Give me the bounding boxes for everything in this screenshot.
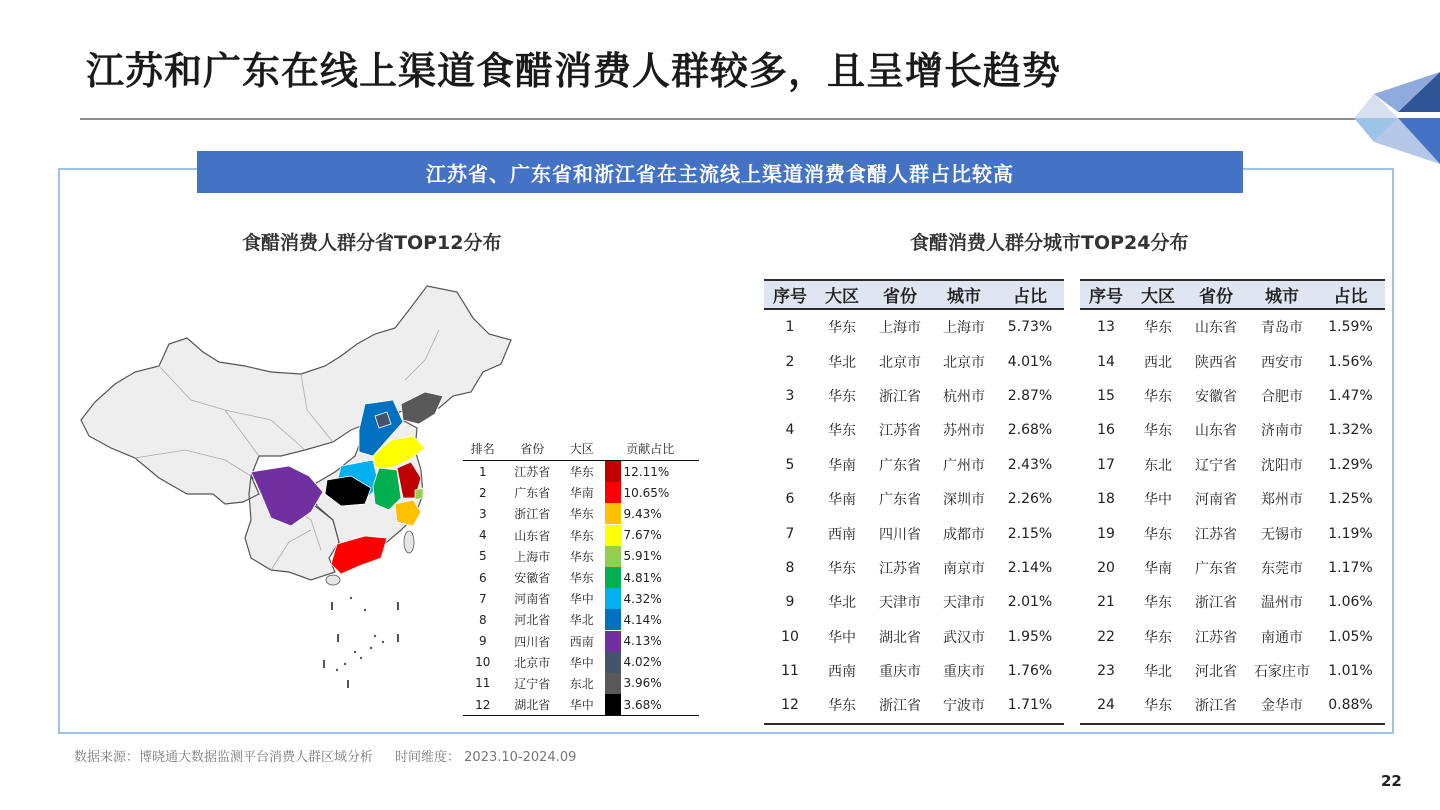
table-row	[463, 546, 699, 567]
province-cell: 北京市	[514, 655, 551, 670]
region-cell: 华北	[828, 595, 856, 612]
share-cell: 3.96%	[623, 676, 662, 691]
region-cell: 西南	[828, 664, 856, 681]
seq-cell: 24	[1080, 688, 1132, 723]
region-cell: 华南	[1144, 560, 1172, 577]
region-cell: 华东	[1144, 629, 1172, 646]
share-cell: 1.01%	[1328, 663, 1373, 680]
table-row	[463, 631, 699, 652]
seq-cell: 21	[1097, 594, 1115, 611]
color-swatch-cell	[602, 525, 624, 546]
province-cell: 浙江省	[514, 507, 551, 522]
province-cell: 江苏省	[879, 560, 921, 577]
table-row	[1080, 344, 1385, 378]
region-cell: 华东	[1144, 388, 1172, 405]
province-cell: 河北省	[514, 613, 551, 628]
header-seq: 序号	[1080, 280, 1132, 309]
region-cell: 华东	[828, 388, 856, 405]
table-row	[463, 652, 699, 673]
share-cell: 4.02%	[623, 655, 662, 670]
color-swatch-cell	[602, 673, 624, 694]
region-cell: 华中	[569, 592, 594, 607]
city-cell: 重庆市	[943, 664, 985, 681]
color-swatch	[605, 482, 621, 503]
region-cell: 华东	[1132, 688, 1184, 723]
table-row	[764, 620, 1064, 654]
province-cell: 上海市	[514, 549, 551, 564]
province-cell: 河南省	[514, 592, 551, 607]
title-divider	[80, 118, 1380, 120]
rank-cell: 4	[478, 528, 487, 543]
share-cell: 4.14%	[623, 612, 662, 627]
share-cell: 4.01%	[1007, 353, 1053, 370]
map-outline	[81, 286, 511, 580]
province-cell: 浙江省	[1184, 688, 1248, 723]
province-cell: 广东省	[1195, 560, 1237, 577]
city-cell: 苏州市	[943, 423, 985, 440]
header-province: 省份	[868, 280, 932, 309]
share-cell: 2.68%	[1007, 422, 1053, 439]
color-swatch-cell	[602, 482, 624, 503]
province-top12-table	[463, 436, 699, 716]
color-swatch	[605, 631, 621, 652]
province-cell: 四川省	[879, 526, 921, 543]
rank-cell: 11	[475, 676, 491, 691]
footer-note	[74, 746, 576, 765]
region-cell: 华中	[562, 694, 602, 716]
province-cell: 广东省	[879, 492, 921, 509]
province-cell: 广东省	[879, 457, 921, 474]
share-cell: 1.17%	[1328, 559, 1373, 576]
south-sea-islands	[323, 597, 399, 688]
province-cell: 江苏省	[514, 465, 551, 480]
seq-cell: 12	[764, 688, 816, 723]
region-cell: 东北	[569, 676, 594, 691]
region-cell: 华北	[1144, 664, 1172, 681]
header-seq: 序号	[764, 280, 816, 309]
table-row	[1080, 585, 1385, 619]
seq-cell: 9	[785, 594, 795, 611]
city-cell: 合肥市	[1261, 388, 1303, 405]
slide-title: 江苏和广东在线上渠道食醋消费人群较多，且呈增长趋势	[86, 49, 1062, 93]
color-swatch	[605, 694, 621, 715]
share-cell: 1.56%	[1328, 353, 1373, 370]
region-cell: 东北	[1144, 457, 1172, 474]
table-row	[764, 654, 1064, 688]
share-cell: 2.14%	[1007, 559, 1053, 576]
color-swatch	[605, 546, 621, 567]
header-share: 占比	[996, 280, 1064, 309]
table-row	[1080, 448, 1385, 482]
table-row	[463, 609, 699, 630]
header-region: 大区	[1132, 280, 1184, 309]
city-cell: 成都市	[943, 526, 985, 543]
table-row	[463, 694, 699, 716]
city-cell: 武汉市	[943, 629, 985, 646]
color-swatch	[605, 567, 621, 588]
province-cell: 陕西省	[1195, 354, 1237, 371]
city-table-left	[764, 279, 1064, 725]
seq-cell: 6	[785, 491, 795, 508]
share-cell: 4.13%	[623, 634, 662, 649]
rank-cell: 8	[478, 612, 487, 627]
header-province: 省份	[1184, 280, 1248, 309]
table-row	[463, 673, 699, 694]
table-row	[764, 551, 1064, 585]
city-cell: 上海市	[943, 320, 985, 337]
region-cell: 华北	[828, 354, 856, 371]
city-cell: 东莞市	[1261, 560, 1303, 577]
city-cell: 温州市	[1261, 595, 1303, 612]
province-cell: 天津市	[879, 595, 921, 612]
city-table-header	[1080, 280, 1385, 309]
seq-cell: 17	[1097, 456, 1115, 473]
time-period: 时间维度： 2023.10-2024.09	[395, 750, 577, 765]
seq-cell: 3	[785, 387, 795, 404]
province-cell: 山东省	[514, 528, 551, 543]
seq-cell: 1	[785, 319, 795, 336]
seq-cell: 23	[1097, 663, 1115, 680]
seq-cell: 22	[1097, 628, 1115, 645]
map-section-title: 食醋消费人群分省TOP12分布	[242, 232, 502, 254]
region-hainan	[326, 575, 340, 585]
share-cell: 1.59%	[1328, 319, 1373, 336]
region-cell: 华北	[569, 613, 594, 628]
rank-cell: 10	[475, 655, 491, 670]
table-row	[463, 567, 699, 588]
color-swatch	[605, 609, 621, 630]
province-cell: 重庆市	[879, 664, 921, 681]
region-cell: 华中	[569, 655, 594, 670]
seq-cell: 14	[1097, 353, 1115, 370]
city-cell: 南通市	[1261, 629, 1303, 646]
share-cell: 2.01%	[1007, 594, 1053, 611]
share-cell: 1.06%	[1328, 594, 1373, 611]
color-swatch	[605, 503, 621, 524]
rank-cell: 1	[478, 464, 487, 479]
province-cell: 江苏省	[1195, 629, 1237, 646]
table-row	[1080, 551, 1385, 585]
share-cell: 5.91%	[623, 549, 662, 564]
table-row	[1080, 654, 1385, 688]
share-cell: 1.19%	[1328, 525, 1373, 542]
share-cell: 5.73%	[1007, 319, 1053, 336]
seq-cell: 5	[785, 456, 795, 473]
seq-cell: 18	[1097, 491, 1115, 508]
city-cell: 广州市	[943, 457, 985, 474]
table-row	[463, 525, 699, 546]
color-swatch-cell	[602, 503, 624, 524]
seq-cell: 7	[785, 525, 795, 542]
region-cell: 华东	[828, 423, 856, 440]
color-swatch-cell	[602, 631, 624, 652]
rank-cell: 9	[478, 634, 487, 649]
seq-cell: 10	[781, 628, 799, 645]
city-cell: 郑州市	[1261, 492, 1303, 509]
color-swatch-cell	[602, 567, 624, 588]
city-cell: 南京市	[943, 560, 985, 577]
region-cell: 华东	[828, 560, 856, 577]
color-swatch-cell	[602, 694, 624, 716]
province-cell: 北京市	[879, 354, 921, 371]
table-row	[764, 516, 1064, 550]
share-cell: 1.71%	[996, 688, 1064, 723]
color-swatch	[605, 525, 621, 546]
share-cell: 1.76%	[1007, 663, 1053, 680]
table-row	[463, 461, 699, 483]
table-row	[764, 585, 1064, 619]
region-cell: 华南	[569, 486, 594, 501]
rank-cell: 5	[478, 549, 487, 564]
city-cell: 杭州市	[943, 388, 985, 405]
table-row	[764, 688, 1064, 723]
color-swatch	[605, 652, 621, 673]
table-row	[764, 344, 1064, 378]
province-cell: 广东省	[514, 486, 551, 501]
share-cell: 0.88%	[1316, 688, 1385, 723]
city-cell: 宁波市	[932, 688, 996, 723]
header-share: 占比	[1316, 280, 1385, 309]
table-row	[764, 379, 1064, 413]
color-swatch	[605, 588, 621, 609]
province-cell: 上海市	[879, 320, 921, 337]
region-cell: 华东	[569, 465, 594, 480]
province-cell: 浙江省	[879, 388, 921, 405]
table-row	[463, 482, 699, 503]
header-city: 城市	[932, 280, 996, 309]
province-cell: 江苏省	[879, 423, 921, 440]
city-table-header	[764, 280, 1064, 309]
seq-cell: 4	[785, 422, 795, 439]
color-swatch-cell	[602, 652, 624, 673]
rank-cell: 12	[463, 694, 503, 716]
province-cell: 四川省	[514, 634, 551, 649]
region-cell: 华东	[1144, 423, 1172, 440]
seq-cell: 11	[781, 663, 799, 680]
seq-cell: 13	[1097, 319, 1115, 336]
table-row	[764, 413, 1064, 447]
table-row	[764, 448, 1064, 482]
region-cell: 华东	[569, 571, 594, 586]
province-cell: 江苏省	[1195, 526, 1237, 543]
table-row	[1080, 482, 1385, 516]
color-swatch-cell	[602, 588, 624, 609]
seq-cell: 2	[785, 353, 795, 370]
city-cell: 石家庄市	[1254, 664, 1310, 681]
city-cell: 西安市	[1261, 354, 1303, 371]
table-row	[1080, 413, 1385, 447]
share-cell: 12.11%	[623, 464, 670, 479]
province-cell: 山东省	[1195, 320, 1237, 337]
province-cell: 湖北省	[879, 629, 921, 646]
region-cell: 华东	[1144, 320, 1172, 337]
region-cell: 华东	[569, 549, 594, 564]
province-cell: 安徽省	[1195, 388, 1237, 405]
region-cell: 西南	[828, 526, 856, 543]
city-cell: 深圳市	[943, 492, 985, 509]
province-cell: 河北省	[1195, 664, 1237, 681]
table-row	[463, 588, 699, 609]
region-taiwan	[404, 531, 414, 553]
share-cell: 4.32%	[623, 591, 662, 606]
table-row	[463, 503, 699, 524]
table-row	[1080, 379, 1385, 413]
brand-logo-icon	[1354, 72, 1440, 164]
region-cell: 华中	[828, 629, 856, 646]
seq-cell: 15	[1097, 387, 1115, 404]
share-cell: 1.29%	[1328, 456, 1373, 473]
header-rank: 排名	[463, 436, 503, 461]
province-cell: 安徽省	[514, 571, 551, 586]
region-cell: 西北	[1144, 354, 1172, 371]
seq-cell: 8	[785, 559, 795, 576]
region-cell: 华东	[816, 688, 868, 723]
color-swatch-cell	[602, 546, 624, 567]
region-cell: 西南	[569, 634, 594, 649]
data-source: 数据来源：博晓通大数据监测平台消费人群区域分析	[74, 750, 374, 765]
seq-cell: 20	[1097, 559, 1115, 576]
table-row	[764, 482, 1064, 516]
seq-cell: 19	[1097, 525, 1115, 542]
city-cell: 沈阳市	[1261, 457, 1303, 474]
seq-cell: 16	[1097, 422, 1115, 439]
color-swatch	[605, 461, 621, 482]
province-cell: 浙江省	[1195, 595, 1237, 612]
share-cell: 1.47%	[1328, 387, 1373, 404]
province-cell: 湖北省	[503, 694, 562, 716]
share-cell: 2.87%	[1007, 387, 1053, 404]
section-banner: 江苏省、广东省和浙江省在主流线上渠道消费食醋人群占比较高	[197, 151, 1243, 193]
share-cell: 10.65%	[623, 485, 670, 500]
city-cell: 天津市	[943, 595, 985, 612]
rank-cell: 6	[478, 570, 487, 585]
region-shanghai	[415, 488, 423, 500]
province-table-header	[463, 436, 699, 461]
share-cell: 3.68%	[624, 694, 699, 716]
city-cell: 济南市	[1261, 423, 1303, 440]
region-cell: 华东	[1144, 526, 1172, 543]
table-row	[1080, 516, 1385, 550]
city-cell: 金华市	[1248, 688, 1316, 723]
share-cell: 2.26%	[1007, 491, 1053, 508]
region-cell: 华南	[828, 457, 856, 474]
region-cell: 华东	[569, 528, 594, 543]
header-region: 大区	[562, 436, 602, 461]
header-province: 省份	[503, 436, 562, 461]
header-region: 大区	[816, 280, 868, 309]
table-row	[1080, 688, 1385, 723]
region-cell: 华东	[569, 507, 594, 522]
share-cell: 2.15%	[1007, 525, 1053, 542]
share-cell: 4.81%	[623, 570, 662, 585]
city-table-right	[1080, 279, 1385, 725]
share-cell: 1.05%	[1328, 628, 1373, 645]
share-cell: 1.32%	[1328, 422, 1373, 439]
header-share: 贡献占比	[602, 436, 699, 461]
province-cell: 辽宁省	[1195, 457, 1237, 474]
city-cell: 青岛市	[1261, 320, 1303, 337]
province-cell: 浙江省	[868, 688, 932, 723]
share-cell: 1.25%	[1328, 491, 1373, 508]
region-cell: 华南	[828, 492, 856, 509]
color-swatch-cell	[602, 609, 624, 630]
rank-cell: 3	[478, 506, 487, 521]
region-cell: 华中	[1144, 492, 1172, 509]
province-cell: 河南省	[1195, 492, 1237, 509]
table-row	[1080, 309, 1385, 344]
province-cell: 辽宁省	[514, 676, 551, 691]
province-cell: 山东省	[1195, 423, 1237, 440]
rank-cell: 7	[478, 591, 487, 606]
header-city: 城市	[1248, 280, 1316, 309]
share-cell: 7.67%	[623, 528, 662, 543]
color-swatch-cell	[602, 461, 624, 483]
rank-cell: 2	[478, 485, 487, 500]
color-swatch	[605, 673, 621, 694]
share-cell: 2.43%	[1007, 456, 1053, 473]
table-row	[1080, 620, 1385, 654]
region-cell: 华东	[1144, 595, 1172, 612]
city-cell: 无锡市	[1261, 526, 1303, 543]
share-cell: 1.95%	[1007, 628, 1053, 645]
table-row	[764, 309, 1064, 344]
city-section-title: 食醋消费人群分城市TOP24分布	[910, 232, 1189, 254]
region-cell: 华东	[828, 320, 856, 337]
share-cell: 9.43%	[623, 506, 662, 521]
city-cell: 北京市	[943, 354, 985, 371]
page-number: 22	[1381, 772, 1402, 790]
